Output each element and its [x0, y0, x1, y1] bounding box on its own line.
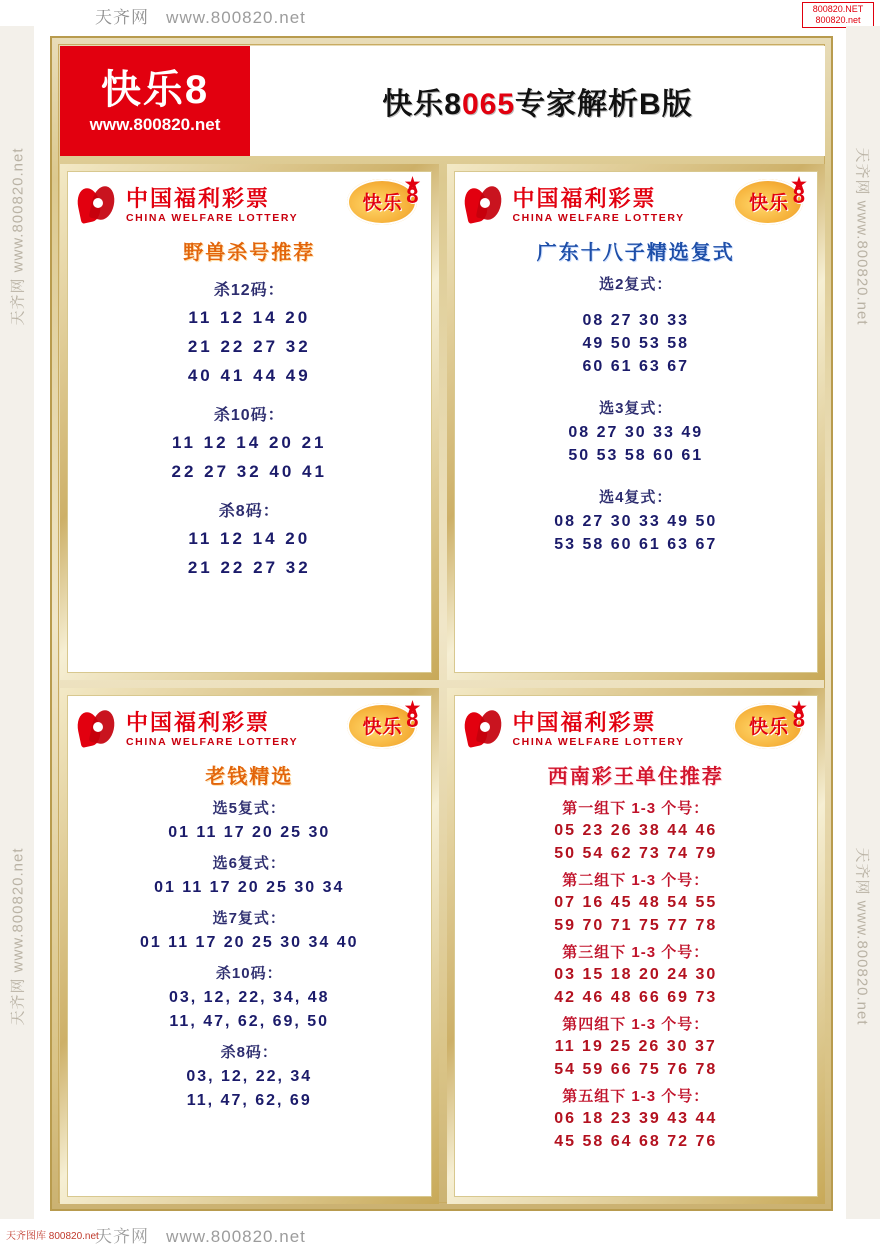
brand-name-en: CHINA WELFARE LOTTERY — [126, 735, 299, 748]
card-1-nums-3-2: 21 22 27 32 — [187, 558, 311, 577]
card-4-label-3: 第三组下 1-3 个号： — [562, 944, 710, 961]
card-3-brand-text — [126, 710, 335, 749]
card-1-label-3: 杀8码： — [218, 503, 280, 520]
card-3-brand — [68, 696, 431, 758]
card-4-label-4: 第四组下 1-3 个号： — [562, 1016, 710, 1033]
card-3-nums-3-1: 01 11 17 20 25 30 34 40 — [139, 934, 359, 951]
badge-label-cn: 快乐 — [362, 193, 403, 214]
card-1-nums-1-3: 40 41 44 49 — [187, 366, 311, 385]
right-watermark-rail — [846, 26, 880, 1219]
card-4-label-5: 第五组下 1-3 个号： — [562, 1088, 710, 1105]
card-1-nums-2-2: 22 27 32 40 41 — [171, 462, 327, 481]
card-3-title: 老钱精选 — [205, 766, 294, 788]
left-watermark-rail — [0, 26, 34, 1219]
kuaile8-badge-icon — [725, 179, 809, 231]
card-3-label-1: 选5复式： — [212, 800, 286, 817]
card-1-body — [68, 277, 431, 590]
card-1-nums-2-1: 11 12 14 20 21 — [171, 433, 327, 452]
logo-url: www.800820.net — [89, 115, 221, 134]
card-4-body — [455, 797, 818, 1161]
bottom-site-name: 天齐网 — [95, 1227, 149, 1246]
poster-title — [250, 79, 825, 123]
card-3-label-5: 杀8码： — [220, 1044, 278, 1061]
card-2-nums-3-2: 53 58 60 61 63 67 — [554, 536, 718, 553]
badge-label-8: 8 — [406, 183, 419, 208]
card-2-brand-text — [513, 186, 722, 225]
card-2-nums-1-1: 08 27 30 33 — [582, 312, 690, 329]
top-watermark-text — [95, 3, 306, 28]
card-1-nums-1-1: 11 12 14 20 — [188, 308, 311, 327]
badge-label-8: 8 — [406, 707, 419, 732]
kuaile8-badge-icon — [339, 703, 423, 755]
kuaile8-logo — [60, 46, 250, 156]
card-3-nums-4-2: 11, 47, 62, 69, 50 — [169, 1013, 330, 1030]
badge-label-cn: 快乐 — [748, 193, 789, 214]
card-4-brand — [455, 696, 818, 758]
card-2-nums-1-2: 49 50 53 58 — [582, 335, 690, 352]
card-2-nums-2-1: 08 27 30 33 49 — [568, 424, 704, 441]
card-4-nums-3-2: 42 46 48 66 69 73 — [554, 989, 718, 1006]
brand-name-cn: 中国福利彩票 — [512, 709, 657, 735]
kuaile8-badge-icon — [725, 703, 809, 755]
badge-label-8: 8 — [792, 183, 805, 208]
card-2 — [454, 171, 819, 673]
corner-badge-line1: 800820.NET — [812, 4, 864, 14]
card-frame-3 — [60, 688, 439, 1204]
card-4-nums-1-1: 05 23 26 38 44 46 — [554, 822, 718, 839]
card-3-nums-1-1: 01 11 17 20 25 30 — [168, 824, 331, 841]
card-4-label-1: 第一组下 1-3 个号： — [562, 800, 710, 817]
card-2-body — [455, 273, 818, 564]
bottom-watermark-text — [95, 1222, 306, 1247]
card-4-nums-2-2: 59 70 71 75 77 78 — [554, 917, 718, 934]
brand-name-cn: 中国福利彩票 — [126, 709, 271, 735]
card-1-brand — [68, 172, 431, 234]
card-2-label-1: 选2复式： — [599, 276, 673, 293]
card-1-nums-3-1: 11 12 14 20 — [188, 529, 311, 548]
kuaile8-badge-icon — [339, 179, 423, 231]
right-watermark-text-1: 天齐网 www.800820.net — [853, 147, 871, 326]
poster-header — [60, 46, 825, 156]
card-4-nums-5-1: 06 18 23 39 43 44 — [554, 1110, 718, 1127]
card-4-nums-4-1: 11 19 25 26 30 37 — [554, 1038, 717, 1055]
left-watermark-text-2: 天齐网 www.800820.net — [9, 847, 27, 1026]
card-2-nums-2-2: 50 53 58 60 61 — [568, 447, 704, 464]
card-2-title: 广东十八子精选复式 — [536, 242, 735, 264]
poster-title-issue: 065 — [461, 88, 516, 121]
card-frame-2 — [447, 164, 826, 680]
poster-title-post: 专家解析B版 — [515, 88, 693, 121]
card-3-nums-5-1: 03, 12, 22, 34 — [186, 1068, 313, 1085]
card-2-nums-3-1: 08 27 30 33 49 50 — [554, 513, 718, 530]
card-3-body — [68, 797, 431, 1121]
card-3-label-2: 选6复式： — [212, 855, 286, 872]
card-2-label-3: 选4复式： — [599, 489, 673, 506]
card-4-title: 西南彩王单住推荐 — [547, 766, 724, 788]
card-3-nums-4-1: 03, 12, 22, 34, 48 — [168, 989, 330, 1006]
brand-name-en: CHINA WELFARE LOTTERY — [512, 211, 685, 224]
poster-title-pre: 快乐8 — [382, 88, 462, 121]
card-1-label-1: 杀12码： — [213, 282, 285, 299]
top-watermark-bar — [0, 0, 880, 26]
card-4-nums-1-2: 50 54 62 73 74 79 — [554, 845, 718, 862]
china-welfare-lottery-icon — [76, 184, 120, 226]
top-site-url: www.800820.net — [166, 8, 306, 27]
brand-name-en: CHINA WELFARE LOTTERY — [126, 211, 299, 224]
brand-name-cn: 中国福利彩票 — [126, 185, 271, 211]
badge-label-cn: 快乐 — [748, 717, 789, 738]
right-watermark-text-2: 天齐网 www.800820.net — [853, 847, 871, 1026]
badge-label-cn: 快乐 — [362, 717, 403, 738]
brand-name-en: CHINA WELFARE LOTTERY — [512, 735, 685, 748]
card-frame-1 — [60, 164, 439, 680]
left-watermark-text-1: 天齐网 www.800820.net — [9, 147, 27, 326]
card-4-nums-3-1: 03 15 18 20 24 30 — [554, 966, 718, 983]
china-welfare-lottery-icon — [463, 184, 507, 226]
card-4-nums-2-1: 07 16 45 48 54 55 — [554, 894, 718, 911]
china-welfare-lottery-icon — [76, 708, 120, 750]
card-1-label-2: 杀10码： — [213, 407, 285, 424]
card-3-nums-2-1: 01 11 17 20 25 30 34 — [154, 879, 345, 896]
top-site-name: 天齐网 — [95, 8, 149, 27]
china-welfare-lottery-icon — [463, 708, 507, 750]
card-3-nums-5-2: 11, 47, 62, 69 — [186, 1092, 312, 1109]
card-2-label-2: 选3复式： — [599, 400, 673, 417]
card-1-title: 野兽杀号推荐 — [183, 242, 316, 264]
card-4-nums-4-2: 54 59 66 75 76 78 — [554, 1061, 718, 1078]
card-2-brand — [455, 172, 818, 234]
bottom-watermark-bar — [0, 1219, 880, 1245]
card-1-brand-text — [126, 186, 335, 225]
card-3-label-3: 选7复式： — [212, 910, 286, 927]
card-frame-4 — [447, 688, 826, 1204]
card-4-brand-text — [513, 710, 722, 749]
bottom-left-note: 天齐图库 800820.net — [6, 1231, 99, 1242]
brand-name-cn: 中国福利彩票 — [512, 185, 657, 211]
bottom-site-url: www.800820.net — [166, 1227, 306, 1246]
corner-badge-line2: 800820.net — [815, 15, 861, 25]
corner-badge — [802, 2, 874, 28]
card-1-nums-1-2: 21 22 27 32 — [187, 337, 311, 356]
card-4-label-2: 第二组下 1-3 个号： — [562, 872, 710, 889]
card-2-nums-1-3: 60 61 63 67 — [582, 358, 690, 375]
card-grid — [60, 164, 825, 1204]
card-3 — [67, 695, 432, 1197]
badge-label-8: 8 — [792, 707, 805, 732]
card-1 — [67, 171, 432, 673]
poster-board — [50, 36, 833, 1211]
logo-title: 快乐8 — [100, 68, 210, 112]
card-4-nums-5-2: 45 58 64 68 72 76 — [554, 1133, 718, 1150]
card-3-label-4: 杀10码： — [215, 965, 283, 982]
card-4 — [454, 695, 819, 1197]
